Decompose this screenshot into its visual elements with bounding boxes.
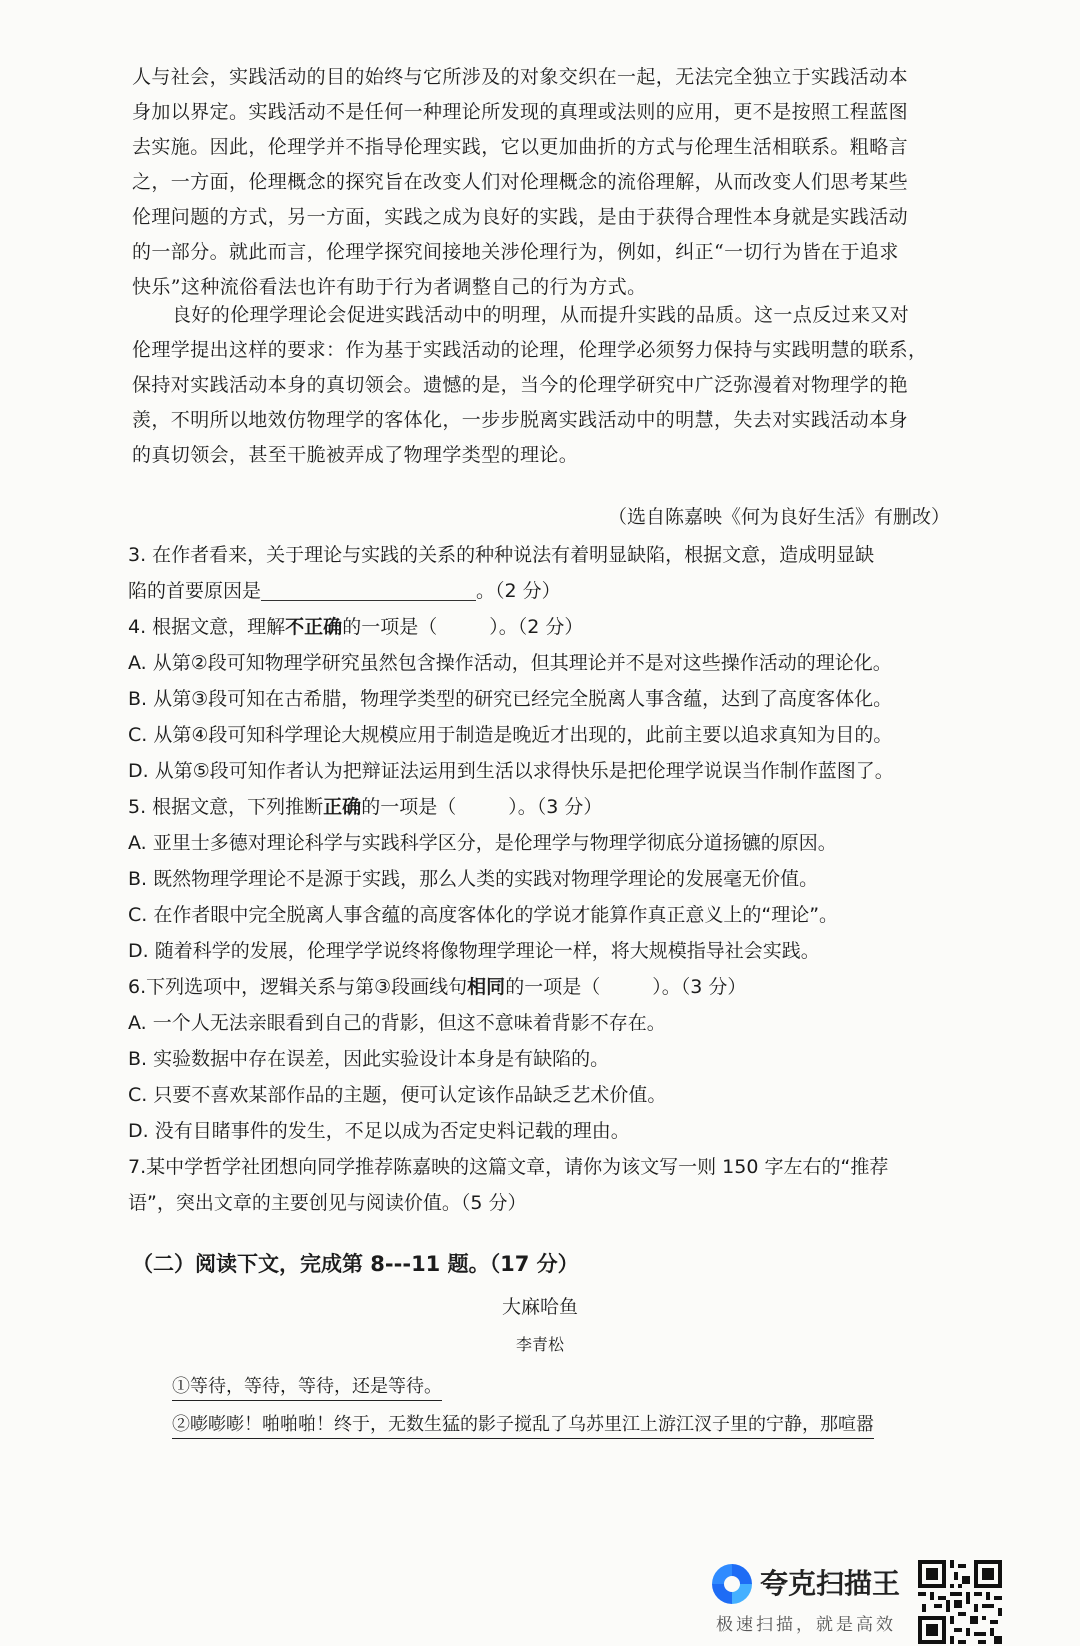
question-5-emphasis: 正确 [323, 796, 362, 818]
text-line: 之，一方面，伦理概念的探究旨在改变人们对伦理概念的流俗理解，从而改变人们思考某些 [132, 171, 909, 193]
passage-paragraph-2 [132, 298, 958, 473]
text-line: 的一部分。就此而言，伦理学探究间接地关涉伦理行为，例如，纠正“一切行为皆在于追求 [132, 241, 899, 263]
question-5-text-2: 的一项是（ [361, 796, 457, 818]
option-d: D. 没有目睹事件的发生，不足以成为否定史料记载的理由。 [128, 1120, 630, 1142]
text-line: 羡，不明所以地效仿物理学的客体化，一步步脱离实践活动中的明慧，失去对实践活动本身 [132, 409, 909, 431]
text-line: 去实施。因此，伦理学并不指导伦理实践，它以更加曲折的方式与伦理生活相联系。粗略言 [132, 136, 909, 158]
quark-logo-icon [712, 1564, 752, 1604]
question-3-line-1: 3. 在作者看来，关于理论与实践的关系的种种说法有着明显缺陷，根据文意，造成明显缺 [128, 544, 875, 566]
questions-block [128, 537, 968, 1221]
text-line: 人与社会，实践活动的目的始终与它所涉及的对象交织在一起，无法完全独立于实践活动本 [132, 66, 909, 88]
question-5-text: 5. 根据文意，下列推断 [128, 796, 324, 818]
option-d: D. 从第⑤段可知作者认为把辩证法运用到生活以求得快乐是把伦理学说误当作制作蓝图了。 [128, 760, 894, 782]
question-6-emphasis: 相同 [467, 976, 506, 998]
question-3-score: 。（2 分） [476, 580, 561, 602]
option-c: C. 在作者眼中完全脱离人事含蕴的高度客体化的学说才能算作真正意义上的“理论”。 [128, 904, 839, 926]
story-author: 李青松 [515, 1335, 564, 1354]
question-6-score: ）。（3 分） [652, 976, 747, 998]
story-line-2: ②嘭嘭嘭！啪啪啪！终于，无数生猛的影子搅乱了乌苏里江上游江汊子里的宁静，那喧嚣 [172, 1410, 874, 1439]
story-title: 大麻哈鱼 [501, 1296, 578, 1318]
text-line: 伦理问题的方式，另一方面，实践之成为良好的实践，是由于获得合理性本身就是实践活动 [132, 206, 909, 228]
question-4-score: ）。（2 分） [489, 616, 584, 638]
question-3-line-2 [128, 573, 968, 609]
question-4 [128, 609, 968, 645]
text-line: 伦理学提出这样的要求：作为基于实践活动的论理，伦理学必须努力保持与实践明慧的联系， [132, 339, 928, 361]
option-a: A. 一个人无法亲眼看到自己的背影，但这不意味着背影不存在。 [128, 1012, 666, 1034]
question-5-score: ）。（3 分） [508, 796, 603, 818]
option-b: B. 从第③段可知在古希腊，物理学类型的研究已经完全脱离人事含蕴，达到了高度客体化。 [128, 688, 893, 710]
question-7-line-2: 语”，突出文章的主要创见与阅读价值。（5 分） [128, 1192, 527, 1214]
option-a: A. 亚里士多德对理论科学与实践科学区分，是伦理学与物理学彻底分道扬镳的原因。 [128, 832, 837, 854]
question-6-text: 6.下列选项中，逻辑关系与第③段画线句 [128, 976, 468, 998]
answer-blank[interactable] [261, 576, 476, 601]
text-line: 的真切领会，甚至干脆被弄成了物理学类型的理论。 [132, 444, 579, 466]
question-6-text-2: 的一项是（ [505, 976, 601, 998]
option-b: B. 实验数据中存在误差，因此实验设计本身是有缺陷的。 [128, 1048, 610, 1070]
question-4-text-2: 的一项是（ [342, 616, 438, 638]
text-line: 快乐”这种流俗看法也许有助于行为者调整自己的行为方式。 [132, 276, 647, 298]
option-b: B. 既然物理学理论不是源于实践，那么人类的实践对物理学理论的发展毫无价值。 [128, 868, 819, 890]
passage-paragraph-1 [132, 60, 958, 305]
text-line: 保持对实践活动本身的真切领会。遗憾的是，当今的伦理学研究中广泛弥漫着对物理学的艳 [132, 374, 909, 396]
option-c: C. 从第④段可知科学理论大规模应用于制造是晚近才出现的，此前主要以追求真知为目的。 [128, 724, 893, 746]
brand-name: 夸克扫描王 [760, 1567, 901, 1600]
question-7-line-1: 7.某中学哲学社团想向同学推荐陈嘉映的这篇文章，请你为该文写一则 150 字左右的“推荐 [128, 1156, 889, 1178]
passage-source: （选自陈嘉映《何为良好生活》有删改） [607, 506, 950, 528]
question-3-text: 陷的首要原因是 [128, 580, 262, 602]
option-c: C. 只要不喜欢某部作品的主题，便可认定该作品缺乏艺术价值。 [128, 1084, 667, 1106]
question-5 [128, 789, 968, 825]
option-a: A. 从第②段可知物理学研究虽然包含操作活动，但其理论并不是对这些操作活动的理论化。 [128, 652, 892, 674]
brand-slogan: 极速扫描，就是高效 [716, 1615, 896, 1635]
question-6 [128, 969, 968, 1005]
story-line-1: ①等待，等待，等待，还是等待。 [172, 1372, 442, 1401]
text-line: 良好的伦理学理论会促进实践活动中的明理，从而提升实践的品质。这一点反过来又对 [172, 304, 910, 326]
question-4-emphasis: 不正确 [285, 616, 343, 638]
section-2-heading: （二）阅读下文，完成第 8---11 题。（17 分） [132, 1252, 579, 1276]
qr-code-icon [918, 1560, 1002, 1644]
question-4-text: 4. 根据文意，理解 [128, 616, 286, 638]
option-d: D. 随着科学的发展，伦理学学说终将像物理学理论一样，将大规模指导社会实践。 [128, 940, 820, 962]
text-line: 身加以界定。实践活动不是任何一种理论所发现的真理或法则的应用，更不是按照工程蓝图 [132, 101, 909, 123]
